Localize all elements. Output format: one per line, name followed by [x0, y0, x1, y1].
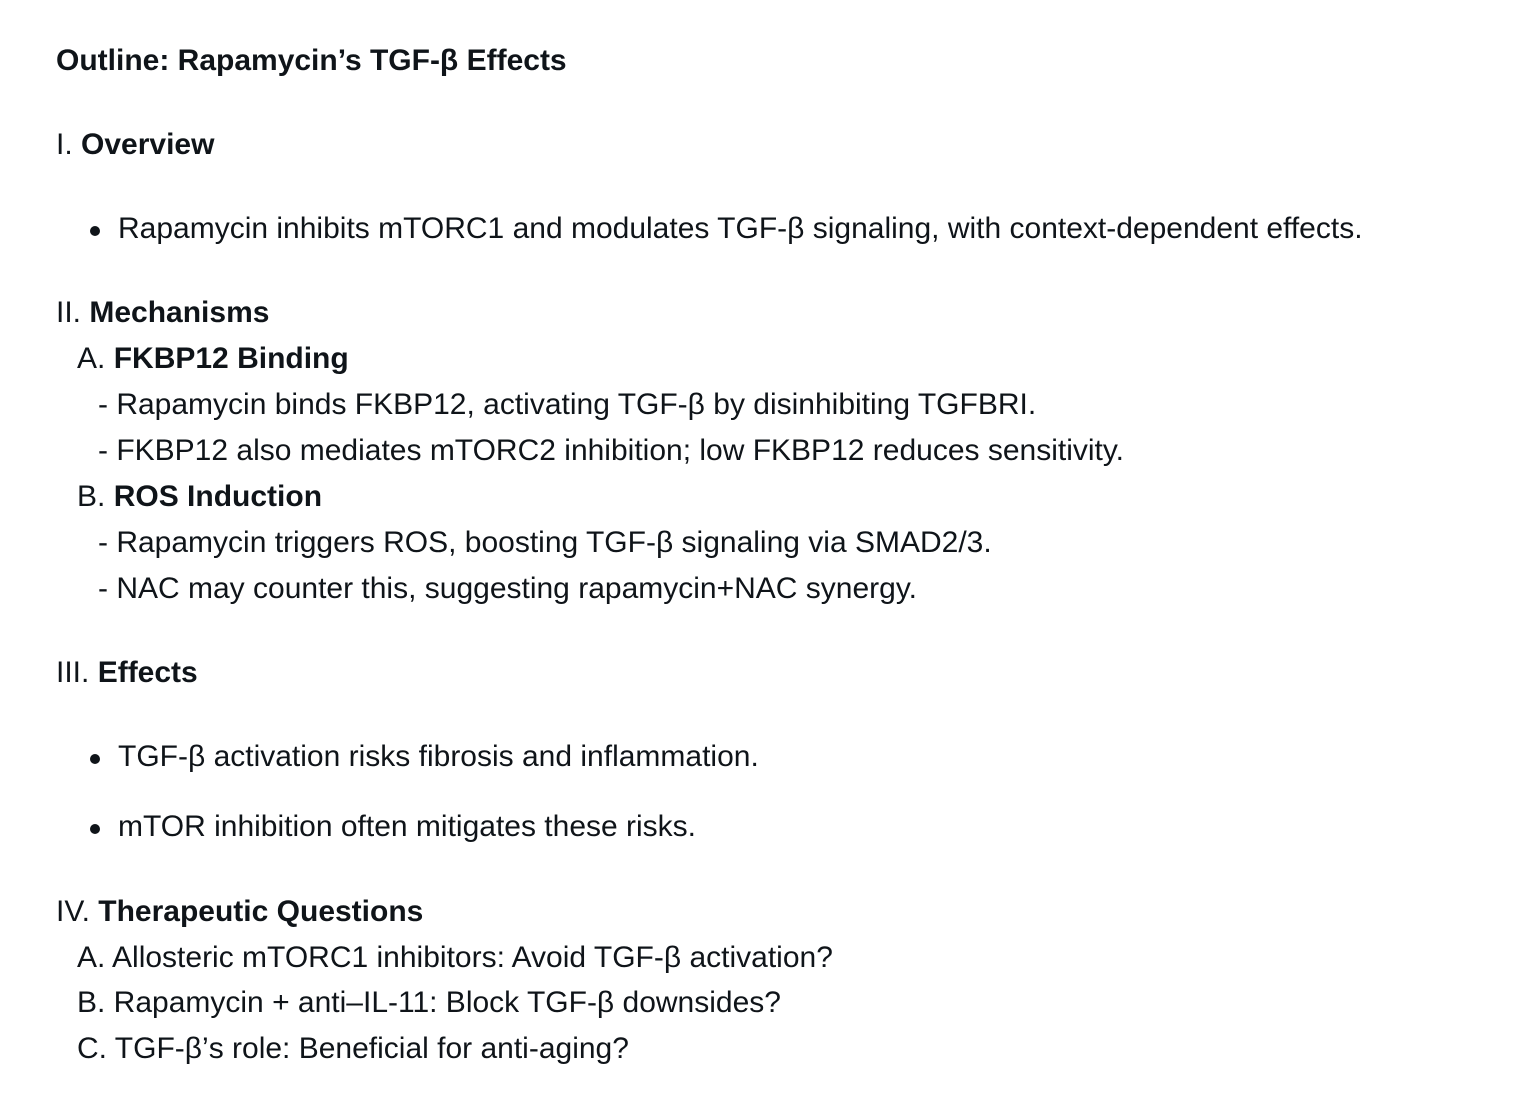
bullet-icon — [90, 824, 100, 834]
section-questions-heading — [56, 894, 423, 930]
section-effects-heading — [56, 655, 198, 691]
list-item: - Rapamycin triggers ROS, boosting TGF-β signaling via SMAD2/3. — [98, 526, 992, 559]
subsection-letter: B. — [77, 480, 106, 513]
subsection-title: ROS Induction — [113, 480, 323, 513]
list-item: B. Rapamycin + anti–IL-11: Block TGF-β downsides? — [77, 986, 781, 1019]
section-numeral: IV. — [56, 895, 90, 928]
list-item: - Rapamycin binds FKBP12, activating TGF-β by disinhibiting TGFBRI. — [98, 388, 1037, 421]
list-item: TGF-β activation risks fibrosis and inflammation. — [118, 740, 759, 773]
subsection-title: FKBP12 Binding — [113, 342, 349, 375]
list-item: - NAC may counter this, suggesting rapamycin+NAC synergy. — [98, 572, 917, 605]
list-item: - FKBP12 also mediates mTORC2 inhibition; low FKBP12 reduces sensitivity. — [98, 434, 1124, 467]
section-title: Therapeutic Questions — [98, 895, 424, 928]
list-item: C. TGF-β’s role: Beneficial for anti-aging? — [77, 1032, 629, 1065]
section-numeral: II. — [56, 296, 82, 329]
bullet-icon — [90, 754, 100, 764]
section-mechanisms-heading — [56, 295, 269, 331]
list-item: A. Allosteric mTORC1 inhibitors: Avoid TGF-β activation? — [77, 941, 833, 974]
bullet-icon — [90, 226, 100, 236]
section-title: Mechanisms — [89, 296, 270, 329]
section-title: Effects — [97, 656, 198, 689]
subsection-fkbp12-heading — [77, 341, 349, 377]
section-numeral: I. — [56, 128, 73, 161]
subsection-ros-heading — [77, 479, 322, 515]
section-numeral: III. — [56, 656, 90, 689]
subsection-letter: A. — [77, 342, 106, 375]
section-overview-heading — [56, 127, 214, 163]
list-item: mTOR inhibition often mitigates these risks. — [118, 810, 697, 843]
page-title: Outline: Rapamycin’s TGF-β Effects — [56, 44, 567, 77]
list-item: Rapamycin inhibits mTORC1 and modulates TGF-β signaling, with context-dependent effects. — [118, 212, 1363, 245]
section-title: Overview — [81, 128, 215, 161]
